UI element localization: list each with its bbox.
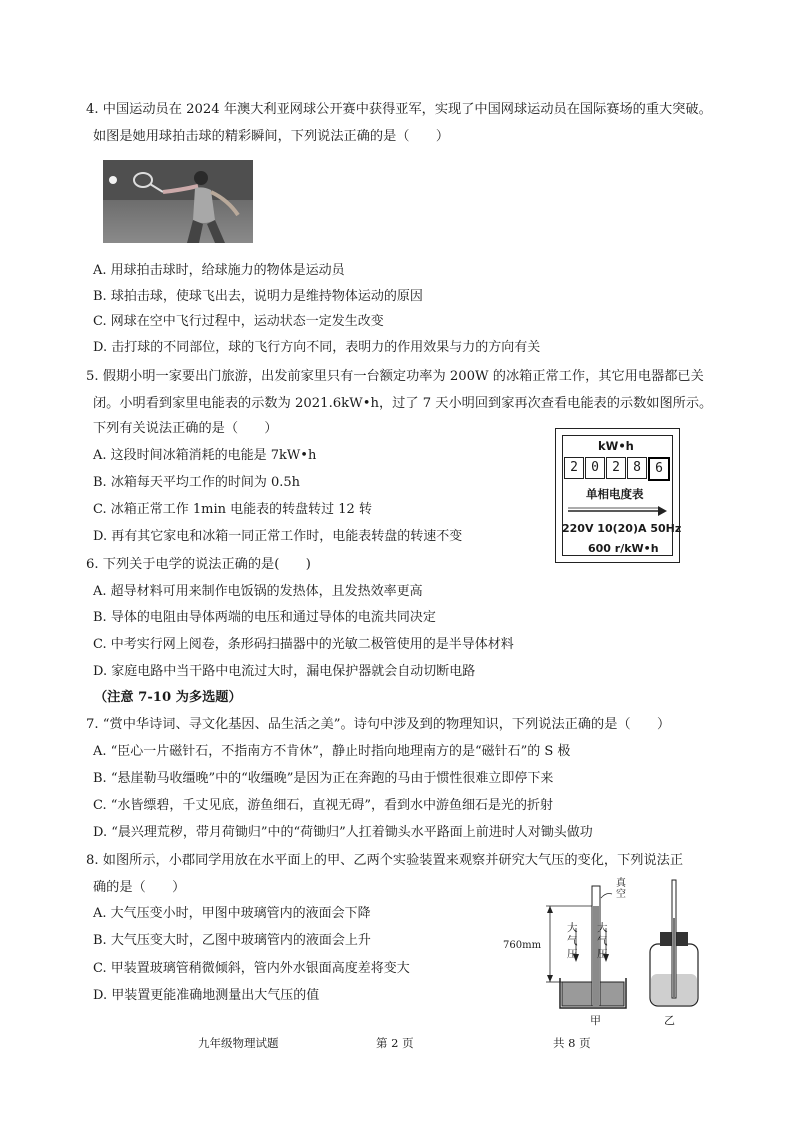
electric-meter-figure (555, 428, 680, 563)
q8-option-d[interactable]: D. 甲装置更能准确地测量出大气压的值 (93, 988, 320, 1003)
height-760mm-label: 760mm (503, 940, 542, 951)
meter-digits (564, 457, 671, 481)
footer-page: 第 2 页 (376, 1036, 414, 1050)
q5-stem-line2: 闭。小明看到家里电能表的示数为 2021.6kW•h，过了 7 天小明回到家再次查看电能表的示数如图所示。 (93, 396, 713, 411)
meter-digit: 2 (564, 457, 584, 479)
atm-pressure-label-left: 大气压 (567, 922, 578, 960)
meter-digit: 2 (606, 457, 626, 479)
q4-option-d[interactable]: D. 击打球的不同部位，球的飞行方向不同，表明力的作用效果与力的方向有关 (93, 340, 541, 355)
tennis-player-photo (103, 160, 253, 243)
meter-digit-decimal: 6 (648, 457, 670, 481)
footer-title: 九年级物理试题 (198, 1036, 279, 1050)
footer-total-pages: 共 8 页 (553, 1036, 591, 1050)
q6-stem: 6. 下列关于电学的说法正确的是( ) (86, 557, 311, 572)
q5-option-d[interactable]: D. 再有其它家电和冰箱一同正常工作时，电能表转盘的转速不变 (93, 529, 463, 544)
atm-pressure-label-right: 大气压 (597, 922, 608, 960)
meter-name: 单相电度表 (586, 487, 644, 501)
q7-stem: 7. “赏中华诗词、寻文化基因、品生活之美”。诗句中涉及到的物理知识，下列说法正确的是（ ） (86, 717, 671, 732)
q5-stem-line3: 下列有关说法正确的是（ ） (93, 421, 278, 436)
q4-option-b[interactable]: B. 球拍击球，使球飞出去，说明力是维持物体运动的原因 (93, 289, 423, 304)
q6-option-c[interactable]: C. 中考实行网上阅卷，条形码扫描器中的光敏二极管使用的是半导体材料 (93, 637, 514, 652)
label-jia: 甲 (590, 1014, 601, 1027)
meter-rate: 600 r/kW•h (588, 542, 659, 555)
meter-spec: 220V 10(20)A 50Hz (562, 522, 682, 535)
multi-choice-note: （注意 7-10 为多选题） (94, 690, 242, 705)
q8-stem-line2: 确的是（ ） (93, 880, 186, 895)
barometer-figure (520, 878, 720, 1028)
q6-option-a[interactable]: A. 超导材料可用来制作电饭锅的发热体，且发热效率更高 (93, 584, 423, 599)
q5-option-c[interactable]: C. 冰箱正常工作 1min 电能表的转盘转过 12 转 (93, 502, 372, 517)
q8-option-c[interactable]: C. 甲装置玻璃管稍微倾斜，管内外水银面高度差将变大 (93, 961, 410, 976)
q6-option-d[interactable]: D. 家庭电路中当干路中电流过大时，漏电保护器就会自动切断电路 (93, 664, 476, 679)
q4-option-a[interactable]: A. 用球拍击球时，给球施力的物体是运动员 (93, 263, 345, 278)
label-yi: 乙 (664, 1014, 675, 1027)
vacuum-label: 真空 (616, 878, 626, 900)
q6-option-b[interactable]: B. 导体的电阻由导体两端的电压和通过导体的电流共同决定 (93, 610, 436, 625)
q4-option-c[interactable]: C. 网球在空中飞行过程中，运动状态一定发生改变 (93, 314, 384, 329)
q5-option-a[interactable]: A. 这段时间冰箱消耗的电能是 7kW•h (93, 448, 317, 463)
meter-unit: kW•h (598, 439, 634, 453)
q5-stem-line1: 5. 假期小明一家要出门旅游，出发前家里只有一台额定功率为 200W 的冰箱正常工作，其它用电器都已关 (86, 369, 704, 384)
q8-stem-line1: 8. 如图所示，小郡同学用放在水平面上的甲、乙两个实验装置来观察并研究大气压的变化，下列说法正 (86, 853, 684, 868)
q8-option-b[interactable]: B. 大气压变大时，乙图中玻璃管内的液面会上升 (93, 933, 371, 948)
q5-option-b[interactable]: B. 冰箱每天平均工作的时间为 0.5h (93, 475, 300, 490)
q4-stem-line2: 如图是她用球拍击球的精彩瞬间，下列说法正确的是（ ） (93, 129, 450, 144)
q7-option-a[interactable]: A. “臣心一片磁针石，不指南方不肯休”，静止时指向地理南方的是“磁针石”的 S 极 (93, 744, 571, 759)
meter-digit: 0 (585, 457, 605, 479)
q7-option-d[interactable]: D. “晨兴理荒秽，带月荷锄归”中的“荷锄归”人扛着锄头水平路面上前进时人对锄头做功 (93, 825, 593, 840)
q4-stem-line1: 4. 中国运动员在 2024 年澳大利亚网球公开赛中获得亚军，实现了中国网球运动员在国际赛场的重大突破。 (86, 102, 712, 117)
q7-option-c[interactable]: C. “水皆缥碧，千丈见底，游鱼细石，直视无碍”，看到水中游鱼细石是光的折射 (93, 798, 554, 813)
q7-option-b[interactable]: B. “悬崖勒马收缰晚”中的“收缰晚”是因为正在奔跑的马由于惯性很难立即停下来 (93, 771, 554, 786)
meter-arrow (566, 505, 668, 517)
meter-digit: 8 (627, 457, 647, 479)
q8-option-a[interactable]: A. 大气压变小时，甲图中玻璃管内的液面会下降 (93, 906, 371, 921)
